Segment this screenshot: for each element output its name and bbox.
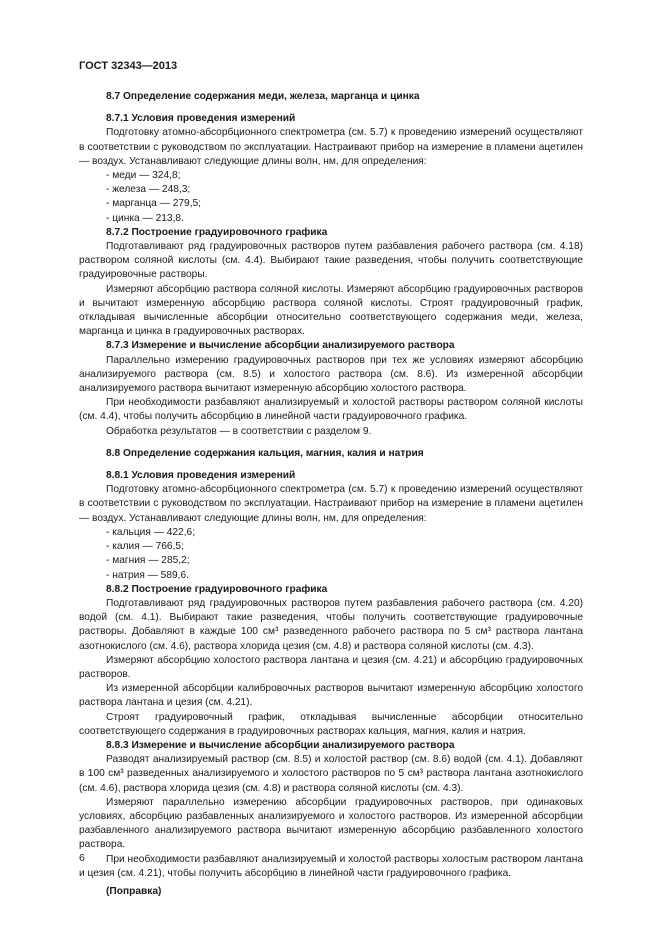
paragraph: Подготавливают ряд градуировочных растворов путем разбавления рабочего раствора (см. 4.20) водой (см. 4.1). Выбирают такие разведения, чтобы получить соответствующие градуировочные растворы. Добавляют в каждые 100 см³ разведенного рабочего раствора по 5 см³ раствора лантана азотнокислого (см. 4.6), раствора хлорида цезия (см. 4.8) и раствора соляной кислоты (см. 4.3). xyxy=(79,597,583,652)
list-item: - натрия — 589,6. xyxy=(106,569,190,581)
paragraph: Строят градуировочный график, откладывая вычисленные абсорбции относительно соответствующего содержания в градуировочных растворах кальция, магния, калия и натрия. xyxy=(79,711,583,737)
paragraph: Подготовку атомно-абсорбционного спектрометра (см. 5.7) к проведению измерений осуществляют в соответствии с руководством по эксплуатации. Настраивают прибор на измерение в пламени ацетилен — воздух. Устанавливают следующие длины волн, нм, для определения: xyxy=(79,484,583,524)
list-item: - магния — 285,2; xyxy=(106,555,190,567)
document-body xyxy=(79,90,583,899)
list-item: - железа — 248,3; xyxy=(106,184,191,196)
subsection-heading: 8.7.3 Измерение и вычисление абсорбции анализируемого раствора xyxy=(106,340,455,352)
paragraph: При необходимости разбавляют анализируемый и холостой растворы раствором соляной кислоты (см. 4.4), чтобы получить абсорбцию в линейной части градуировочного графика. xyxy=(79,397,583,423)
subsection-heading: 8.8.1 Условия проведения измерений xyxy=(106,470,296,482)
section-heading: 8.8 Определение содержания кальция, магния, калия и натрия xyxy=(106,447,424,459)
list-item: - цинка — 213,8. xyxy=(106,212,184,224)
correction-note: (Поправка) xyxy=(106,885,162,897)
subsection-heading: 8.7.2 Построение градуировочного графика xyxy=(106,226,328,238)
paragraph: При необходимости разбавляют анализируемый и холостой растворы холостым раствором лантана и цезия (см. 4.21), чтобы получить абсорбцию в линейной части градуировочного графика. xyxy=(79,853,583,879)
subsection-heading: 8.8.2 Построение градуировочного графика xyxy=(106,583,328,595)
paragraph: Подготовку атомно-абсорбционного спектрометра (см. 5.7) к проведению измерений осуществляют в соответствии с руководством по эксплуатации. Настраивают прибор на измерение в пламени ацетилен — воздух. Устанавливают следующие длины волн, нм, для определения: xyxy=(79,127,583,167)
paragraph: Измеряют абсорбцию холостого раствора лантана и цезия (см. 4.21) и абсорбцию градуировочных растворов. xyxy=(79,654,583,680)
section-heading: 8.7 Определение содержания меди, железа, марганца и цинка xyxy=(106,91,420,102)
paragraph: Параллельно измерению градуировочных растворов при тех же условиях измеряют абсорбцию анализируемого раствора (см. 8.5) и холостого раствора (см. 8.6). Из измеренной абсорбции анализируемого раствора вычитают измеренную абсорбцию холостого раствора. xyxy=(79,354,583,395)
subsection-heading: 8.8.3 Измерение и вычисление абсорбции анализируемого раствора xyxy=(106,739,455,751)
paragraph: Подготавливают ряд градуировочных растворов путем разбавления рабочего раствора (см. 4.18) раствором соляной кислоты (см. 4.4). Выбирают такие разведения, чтобы получить соответствующие градуировочные растворы. xyxy=(79,241,583,281)
paragraph: Измеряют параллельно измерению абсорбции градуировочных растворов, при одинаковых условиях, абсорбцию разбавленных анализируемого и холостого растворов. Из измеренной абсорбции разбавленного анализируемого раствора вычитают измеренную абсорбцию разбавленного холостого раствора. xyxy=(79,796,583,851)
document-header: ГОСТ 32343—2013 xyxy=(79,60,178,72)
list-item: - калия — 766,5; xyxy=(106,541,184,553)
subsection-heading: 8.7.1 Условия проведения измерений xyxy=(106,113,296,125)
list-item: - кальция — 422,6; xyxy=(106,526,196,538)
paragraph: Из измеренной абсорбции калибровочных растворов вычитают измеренную абсорбцию холостого раствора лантана и цезия (см. 4.21). xyxy=(79,683,583,709)
list-item: - марганца — 279,5; xyxy=(106,198,202,210)
paragraph: Разводят анализируемый раствор (см. 8.5) и холостой раствор (см. 8.6) водой (см. 4.1). Добавляют в 100 см³ разведенных анализируемого и холостого растворов по 5 см³ раствора лантана азотнокислого (см. 4.6), раствора хлорида цезия (см. 4.8) и раствора соляной кислоты (см. 4.3). xyxy=(79,754,583,794)
paragraph: Обработка результатов — в соответствии с разделом 9. xyxy=(106,425,372,437)
page-number: 6 xyxy=(79,852,85,864)
paragraph: Измеряют абсорбцию раствора соляной кислоты. Измеряют абсорбцию градуировочных растворов и вычитают измеренную абсорбцию раствора соляной кислоты. Строят градуировочный график, откладывая вычисленные абсорбции относительно соответствующего содержания меди, железа, марганца и цинка в градуировочных растворах. xyxy=(79,283,583,338)
list-item: - меди — 324,8; xyxy=(106,170,181,182)
